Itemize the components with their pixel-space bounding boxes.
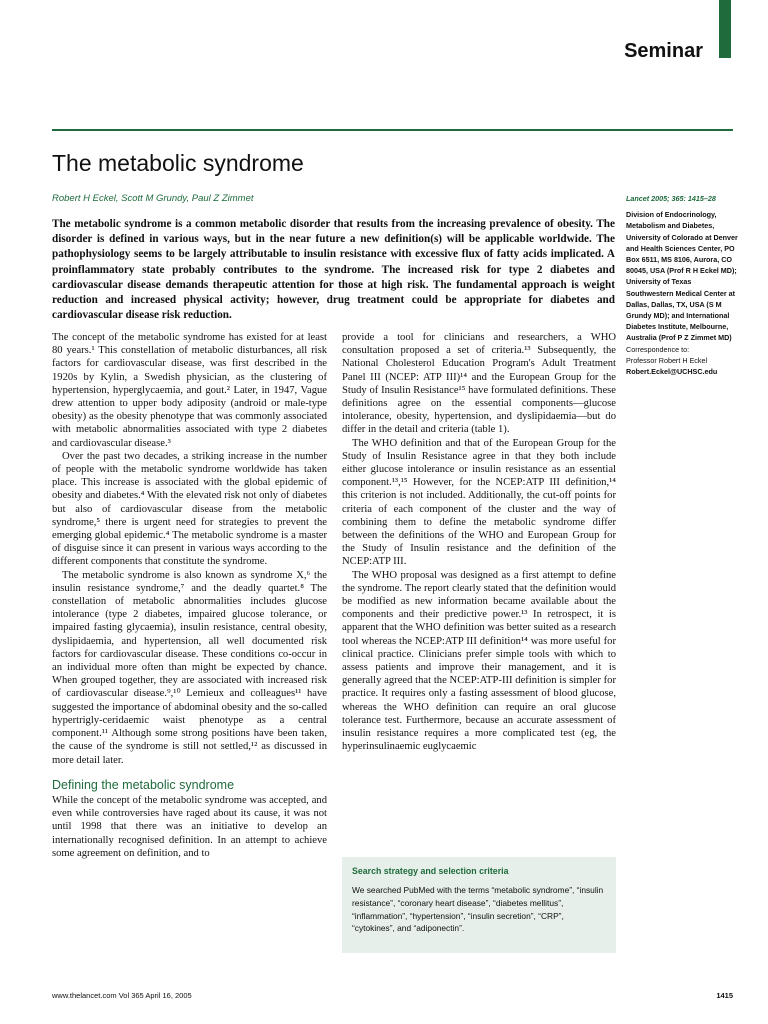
body-paragraph: provide a tool for clinicians and researchers, a WHO consultation proposed a set of criteria.¹³ Subsequently, the National Cholesterol Education Program's Adult Treatment Panel III (NCEP: ATP III)¹⁴ and the European Group for the Study of Insulin Resistance¹⁵ have formulated definitions. These definitions agree on the essential components—glucose intolerance, obesity, hypertension, and dyslipidaemia—but do differ in the detail and criteria (table 1).	[342, 332, 616, 436]
body-paragraph: The WHO definition and that of the European Group for the Study of Insulin Resistance agree in that they both include either glucose intolerance or insulin resistance as an essential component.¹³,¹⁵ However, for the NCEP:ATP III definition,¹⁴ this criterion is not included. Additionally, the cut-off points for criteria of each component of the cluster and the way of combining them to define the metabolic syndrome differ between the definitions of the WHO and European Group for the Study of Insulin resistance and the definition of the NCEP:ATP III.	[342, 437, 616, 568]
body-paragraph: While the concept of the metabolic syndrome was accepted, and even while controversies have raged about its cause, it was not until 1998 that there was an initiative to develop an internationally recognised definition. In an attempt to achieve some agreement on definition, and to	[52, 794, 327, 859]
body-paragraph: The concept of the metabolic syndrome has existed for at least 80 years.¹ This constellation of metabolic disturbances, all risk factors for cardiovascular disease, was first described in the 1920s by Kylin, a Swedish physician, as the clustering of hypertension, hyperglycaemia, and gout.² Later, in 1947, Vague drew attention to upper body adiposity (android or male-type obesity) as the obesity phenotype that was commonly associated with metabolic abnormalities associated with type 2 diabetes and cardiovascular disease.³	[52, 332, 327, 449]
search-strategy-title: Search strategy and selection criteria	[352, 866, 509, 876]
search-strategy-panel	[342, 857, 616, 953]
correspondence-name: Professor Robert H Eckel	[626, 355, 708, 365]
citation: Lancet 2005; 365: 1415–28	[626, 194, 716, 203]
correspondence-label: Correspondence to:	[626, 344, 690, 354]
header-accent-bar	[719, 0, 731, 58]
section-label: Seminar	[624, 40, 703, 62]
body-paragraph: The metabolic syndrome is also known as syndrome X,⁶ the insulin resistance syndrome,⁷ and the deadly quartet.⁸ The constellation of metabolic abnormalities includes glucose intolerance (type 2 diabetes, impaired glucose tolerance, or impaired fasting glycaemia), insulin resistance, central obesity, dyslipidaemia, and hypertension, all well documented risk factors for cardiovascular disease. These conditions co-occur in an individual more often than might be expected by chance. When grouped together, they are associated with increased risk of cardiovascular disease.⁹,¹⁰ Lemieux and colleagues¹¹ have suggested the importance of abdominal obesity and the so-called hypertrigly-ceridaemic waist phenotype as a central component.¹¹ Although some strong positions have been taken, the cause of the syndrome is still not settled,¹² as discussed in more detail later.	[52, 569, 327, 766]
affiliations: Division of Endocrinology, Metabolism and Diabetes, University of Colorado at Denver and Health Sciences Center, PO Box 6511, MS 8106, Aurora, CO 80045, USA (Prof R H Eckel MD); University of Texas Southwestern Medical Center at Dallas, Dallas, TX, USA (S M Grundy MD); and International Diabetes Institute, Melbourne, Australia (Prof P Z Zimmet MD)	[626, 210, 738, 343]
article-title: The metabolic syndrome	[52, 150, 304, 176]
body-paragraph: The WHO proposal was designed as a first attempt to define the syndrome. The report clearly stated that the definition would be modified as new information became available about the components and their predictive power.¹³ In retrospect, it is apparent that the WHO definition was better suited as a research tool whereas the NCEP:ATP III definition¹⁴ was more useful for clinical practice. Clinicians prefer simple tools with which to assess patients and improve their management, and it is generally agreed that the NCEP:ATP-III definition is simpler for practice. It requires only a fasting assessment of blood glucose, whereas the WHO definition can require an oral glucose tolerance test. Furthermore, because an accurate assessment of insulin resistance requires a more complicated test (eg, the hyperinsulinaemic euglycaemic	[342, 569, 616, 753]
page-number: 1415	[716, 991, 733, 1000]
body-column-right	[342, 331, 616, 754]
search-strategy-text: We searched PubMed with the terms “metabolic syndrome”, “insulin resistance”, “coronary heart disease”, “diabetes mellitus”, “inflammation”, “hypertension”, “insulin secretion”, “CRP”, “cytokines”, and “adiponectin”.	[352, 885, 604, 934]
sidebar	[626, 193, 738, 377]
body-column-left	[52, 331, 327, 860]
section-heading: Defining the metabolic syndrome	[52, 777, 235, 792]
body-paragraph: Over the past two decades, a striking increase in the number of people with the metabolic syndrome worldwide has taken place. This increase is associated with the global epidemic of obesity and diabetes.⁴ With the elevated risk not only of diabetes but also of cardiovascular disease from the metabolic syndrome,⁵ there is urgent need for strategies to prevent the emerging global epidemic.⁴ The metabolic syndrome is a master of disguise since it can present in various ways according to the different components that constitute the syndrome.	[52, 450, 327, 568]
correspondence-email[interactable]: Robert.Eckel@UCHSC.edu	[626, 367, 718, 377]
author-list: Robert H Eckel, Scott M Grundy, Paul Z Zimmet	[52, 193, 254, 204]
abstract: The metabolic syndrome is a common metabolic disorder that results from the increasing prevalence of obesity. The disorder is defined in various ways, but in the near future a new definition(s) will be applicable worldwide. The pathophysiology seems to be largely attributable to insulin resistance with excessive flux of fatty acids implicated. A proinflammatory state probably contributes to the syndrome. The increased risk for type 2 diabetes and cardiovascular disease demands therapeutic attention for those at high risk. The fundamental approach is weight reduction and increased physical activity; however, drug treatment could be appropriate for diabetes and cardiovascular disease risk reduction.	[52, 218, 615, 322]
journal-footer: www.thelancet.com Vol 365 April 16, 2005	[52, 991, 192, 1000]
header-rule	[52, 129, 733, 131]
